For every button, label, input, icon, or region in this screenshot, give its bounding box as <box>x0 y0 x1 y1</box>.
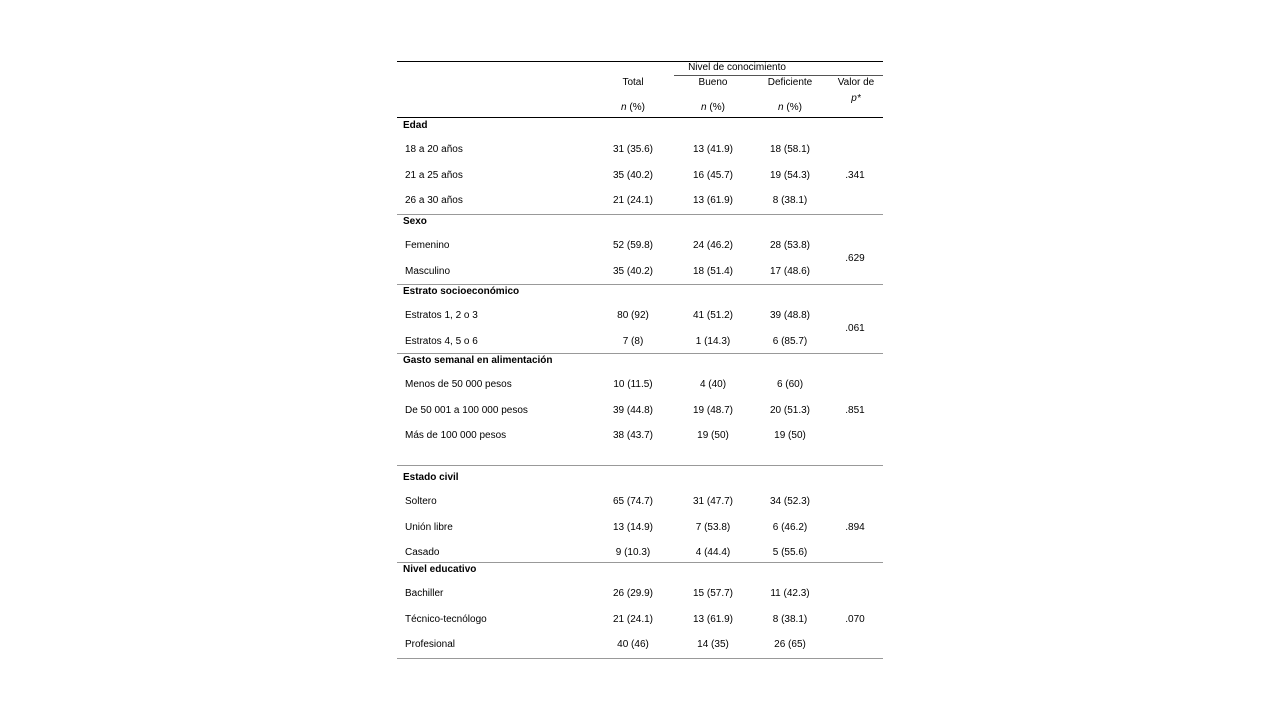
p-value: .629 <box>845 253 865 264</box>
section-divider <box>397 353 883 354</box>
header-group-label: Nivel de conocimiento <box>688 62 786 73</box>
cell-bueno: 18 (51.4) <box>692 266 734 277</box>
header-p-line2: p* <box>851 93 861 104</box>
row-label: Bachiller <box>405 588 444 599</box>
cell-total: 31 (35.6) <box>612 144 654 155</box>
row-label: Unión libre <box>405 522 453 533</box>
cell-bueno: 19 (50) <box>697 430 729 441</box>
table-top-rule <box>397 61 883 62</box>
row-label: Estratos 1, 2 o 3 <box>405 310 478 321</box>
p-value: .341 <box>845 170 865 181</box>
row-label: Más de 100 000 pesos <box>405 430 507 441</box>
header-deficiente: Deficiente <box>767 77 813 88</box>
cell-total: 80 (92) <box>617 310 649 321</box>
section-title: Gasto semanal en alimentación <box>403 355 553 366</box>
cell-deficiente: 18 (58.1) <box>769 144 811 155</box>
row-label: 26 a 30 años <box>405 195 463 206</box>
row-label: Masculino <box>405 266 451 277</box>
p-value: .070 <box>845 614 865 625</box>
section-title: Edad <box>403 120 428 131</box>
cell-bueno: 13 (61.9) <box>692 195 734 206</box>
cell-deficiente: 20 (51.3) <box>769 405 811 416</box>
section-divider <box>397 284 883 285</box>
header-bueno: Bueno <box>698 77 728 88</box>
cell-deficiente: 6 (46.2) <box>772 522 808 533</box>
cell-bueno: 31 (47.7) <box>692 496 734 507</box>
cell-bueno: 24 (46.2) <box>692 240 734 251</box>
row-label: Soltero <box>405 496 437 507</box>
p-value: .894 <box>845 522 865 533</box>
cell-bueno: 19 (48.7) <box>692 405 734 416</box>
section-divider <box>397 658 883 659</box>
row-label: 18 a 20 años <box>405 144 463 155</box>
cell-total: 35 (40.2) <box>612 170 654 181</box>
section-title: Nivel educativo <box>403 564 477 575</box>
header-deficiente-unit: n (%) <box>778 102 802 113</box>
row-label: Profesional <box>405 639 456 650</box>
cell-bueno: 13 (41.9) <box>692 144 734 155</box>
header-bueno-unit: n (%) <box>701 102 725 113</box>
cell-deficiente: 34 (52.3) <box>769 496 811 507</box>
cell-deficiente: 8 (38.1) <box>772 195 808 206</box>
cell-total: 13 (14.9) <box>612 522 654 533</box>
cell-deficiente: 39 (48.8) <box>769 310 811 321</box>
row-label: Femenino <box>405 240 450 251</box>
cell-total: 38 (43.7) <box>612 430 654 441</box>
cell-total: 21 (24.1) <box>612 195 654 206</box>
cell-total: 9 (10.3) <box>615 547 651 558</box>
cell-bueno: 1 (14.3) <box>695 336 731 347</box>
cell-bueno: 7 (53.8) <box>695 522 731 533</box>
cell-deficiente: 5 (55.6) <box>772 547 808 558</box>
header-total-unit: n (%) <box>621 102 645 113</box>
row-label: Estratos 4, 5 o 6 <box>405 336 478 347</box>
header-total: Total <box>622 77 644 88</box>
cell-bueno: 4 (44.4) <box>695 547 731 558</box>
section-divider <box>397 562 883 563</box>
p-value: .061 <box>845 323 865 334</box>
cell-bueno: 41 (51.2) <box>692 310 734 321</box>
p-value: .851 <box>845 405 865 416</box>
cell-deficiente: 26 (65) <box>774 639 806 650</box>
section-divider <box>397 214 883 215</box>
cell-total: 39 (44.8) <box>612 405 654 416</box>
row-label: 21 a 25 años <box>405 170 463 181</box>
cell-bueno: 13 (61.9) <box>692 614 734 625</box>
cell-total: 40 (46) <box>617 639 649 650</box>
header-bottom-rule <box>397 117 883 118</box>
header-group-rule <box>674 75 883 76</box>
section-title: Estado civil <box>403 472 459 483</box>
cell-deficiente: 19 (54.3) <box>769 170 811 181</box>
cell-deficiente: 17 (48.6) <box>769 266 811 277</box>
cell-total: 26 (29.9) <box>612 588 654 599</box>
cell-total: 65 (74.7) <box>612 496 654 507</box>
row-label: Casado <box>405 547 440 558</box>
cell-total: 52 (59.8) <box>612 240 654 251</box>
row-label: De 50 001 a 100 000 pesos <box>405 405 528 416</box>
section-title: Estrato socioeconómico <box>403 286 520 297</box>
row-label: Menos de 50 000 pesos <box>405 379 512 390</box>
cell-bueno: 4 (40) <box>699 379 727 390</box>
cell-deficiente: 8 (38.1) <box>772 614 808 625</box>
cell-bueno: 16 (45.7) <box>692 170 734 181</box>
cell-deficiente: 6 (60) <box>776 379 804 390</box>
section-title: Sexo <box>403 216 427 227</box>
cell-bueno: 14 (35) <box>697 639 729 650</box>
cell-total: 21 (24.1) <box>612 614 654 625</box>
cell-deficiente: 19 (50) <box>774 430 806 441</box>
cell-total: 10 (11.5) <box>613 379 653 390</box>
cell-total: 35 (40.2) <box>612 266 654 277</box>
cell-total: 7 (8) <box>622 336 644 347</box>
cell-deficiente: 28 (53.8) <box>769 240 811 251</box>
header-p-line1: Valor de <box>837 77 875 88</box>
cell-deficiente: 6 (85.7) <box>772 336 808 347</box>
row-label: Técnico-tecnólogo <box>405 614 487 625</box>
section-divider <box>397 465 883 466</box>
cell-deficiente: 11 (42.3) <box>770 588 810 599</box>
cell-bueno: 15 (57.7) <box>692 588 734 599</box>
